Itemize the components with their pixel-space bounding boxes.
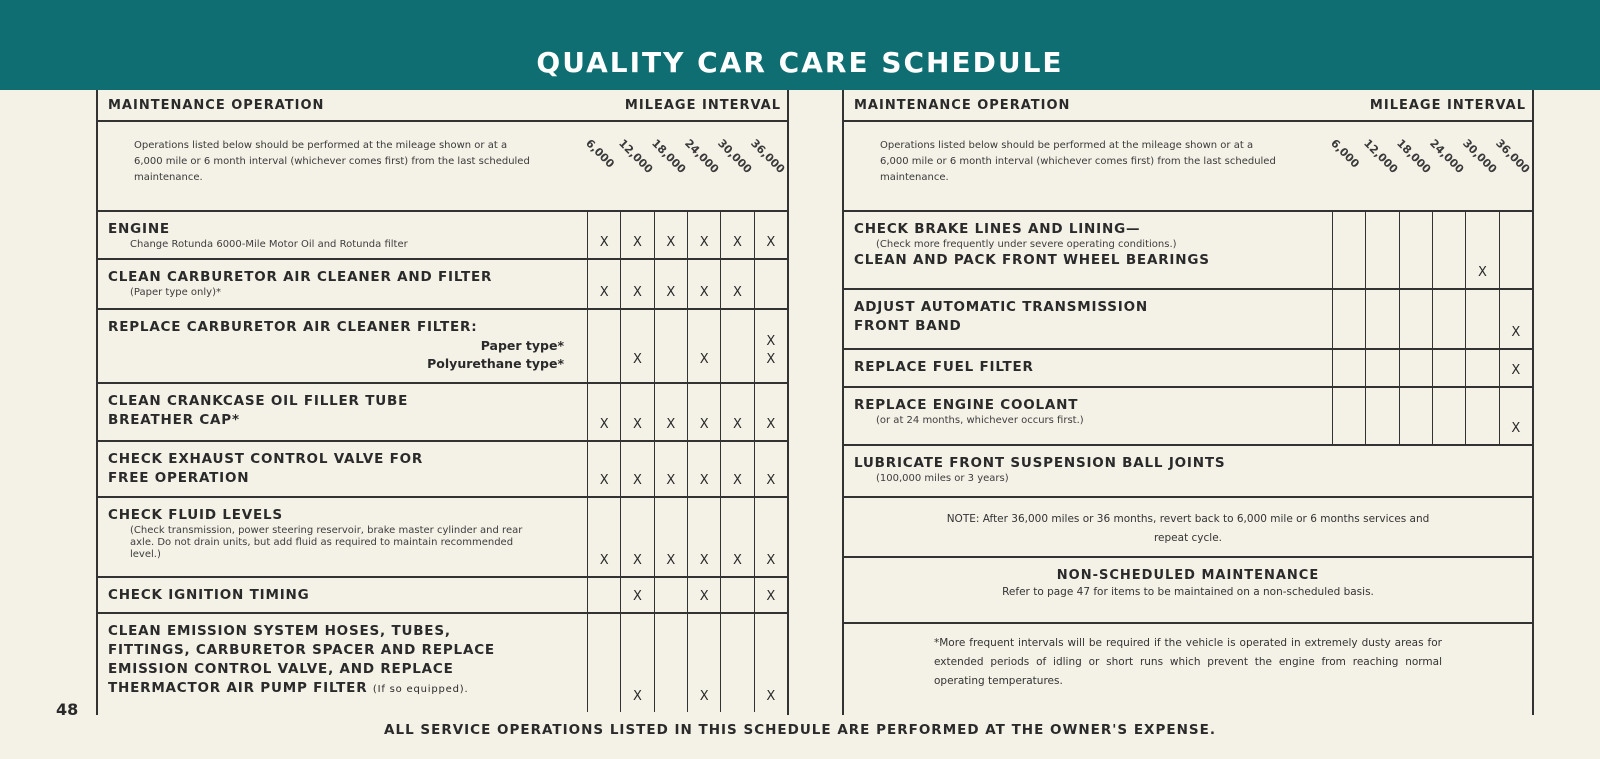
interval-cell (754, 212, 787, 258)
interval-cell (620, 310, 653, 382)
interval-cell (620, 578, 653, 612)
operation-title: ENGINE (108, 221, 170, 237)
note-row (844, 498, 1532, 558)
interval-cell (1365, 290, 1398, 348)
interval-cell (654, 260, 687, 308)
interval-mark: X (633, 285, 642, 300)
mileage-labels (1328, 122, 1533, 212)
interval-cell (720, 442, 753, 496)
operation-detail: (or at 24 months, whichever occurs first.) (876, 415, 1084, 426)
interval-cell (587, 442, 620, 496)
interval-cell (1499, 388, 1532, 444)
interval-mark: X (766, 235, 776, 250)
interval-cell (687, 212, 720, 258)
interval-mark: X (733, 285, 742, 300)
table-row (98, 212, 787, 260)
left-intro-row (98, 122, 787, 212)
interval-mark: X (699, 473, 709, 488)
interval-cell (1465, 350, 1498, 386)
operation-detail: (Paper type only)* (130, 287, 221, 298)
interval-mark: X (666, 553, 676, 568)
interval-mark: X (699, 285, 709, 300)
interval-mark: X (599, 235, 609, 250)
mileage-interval-header: MILEAGE INTERVAL (1369, 98, 1526, 113)
interval-cell (587, 260, 620, 308)
mileage-label: 36,000 (1493, 136, 1533, 176)
interval-cell (587, 614, 620, 712)
operation-detail: Change Rotunda 6000-Mile Motor Oil and Rotunda filter (130, 239, 408, 250)
interval-mark: X (733, 417, 742, 432)
nonscheduled-row (844, 558, 1532, 624)
interval-mark: X (633, 417, 642, 432)
table-row (98, 614, 787, 712)
expense-footer: ALL SERVICE OPERATIONS LISTED IN THIS SCHEDULE ARE PERFORMED AT THE OWNER'S EXPENSE. (384, 722, 1216, 738)
interval-cell (587, 384, 620, 440)
operation-detail: (100,000 miles or 3 years) (876, 473, 1009, 484)
interval-mark: X (766, 589, 776, 604)
interval-mark: X (633, 689, 642, 704)
interval-cell (1432, 290, 1465, 348)
mileage-label: 18,000 (649, 136, 689, 176)
operation-detail: (If so equipped). (372, 684, 469, 695)
left-schedule-panel (96, 90, 789, 715)
interval-cell (720, 260, 753, 308)
interval-mark: X (666, 285, 676, 300)
interval-mark: X (633, 553, 642, 568)
mileage-interval-header: MILEAGE INTERVAL (624, 98, 781, 113)
operation-title: BREATHER CAP* (108, 412, 240, 428)
revert-note: NOTE: After 36,000 miles or 36 months, revert back to 6,000 mile or 6 months services and repeat cycle. (946, 513, 1430, 544)
interval-mark: X (699, 417, 709, 432)
operation-title: REPLACE ENGINE COOLANT (854, 397, 1079, 413)
interval-mark: X (599, 553, 609, 568)
interval-cell (687, 442, 720, 496)
operation-title: FRONT BAND (854, 318, 962, 334)
interval-mark: X (1478, 265, 1487, 280)
interval-cell (1465, 212, 1498, 288)
mileage-label: 18,000 (1394, 136, 1434, 176)
operation-title: REPLACE FUEL FILTER (854, 359, 1034, 375)
interval-cell (620, 614, 653, 712)
table-row (98, 310, 787, 384)
operation-title: FITTINGS, CARBURETOR SPACER AND REPLACE (108, 642, 495, 658)
interval-mark: X (733, 235, 742, 250)
interval-cell (654, 212, 687, 258)
interval-cell (1499, 212, 1532, 288)
interval-cell (620, 384, 653, 440)
interval-cell (1332, 350, 1365, 386)
table-row (844, 212, 1532, 290)
interval-cell (720, 310, 753, 382)
operation-title: REPLACE CARBURETOR AIR CLEANER FILTER: (108, 319, 478, 335)
operation-title: CLEAN CARBURETOR AIR CLEANER AND FILTER (108, 269, 493, 285)
operation-title: CHECK EXHAUST CONTROL VALVE FOR (108, 451, 424, 467)
mileage-label: 12,000 (1361, 136, 1401, 176)
interval-mark: X (766, 417, 776, 432)
interval-mark: X (733, 473, 742, 488)
interval-cell (587, 578, 620, 612)
interval-cell (687, 614, 720, 712)
interval-cell (754, 578, 787, 612)
interval-cell (620, 260, 653, 308)
interval-cell (687, 384, 720, 440)
right-rows (844, 212, 1532, 704)
interval-mark: X (699, 235, 709, 250)
operation-title: EMISSION CONTROL VALVE, AND REPLACE (108, 661, 454, 677)
mileage-labels (583, 122, 788, 212)
interval-cell (1365, 388, 1398, 444)
operation-detail: (Check more frequently under severe operating conditions.) (876, 239, 1177, 250)
right-schedule-panel (842, 90, 1534, 715)
interval-cell (1399, 388, 1432, 444)
operation-detail: (Check transmission, power steering reservoir, brake master cylinder and rear axle. Do not drain units, but add fluid as required to maintain recommended level.) (130, 525, 523, 560)
nonscheduled-title: NON-SCHEDULED MAINTENANCE (1056, 568, 1320, 583)
intro-text: Operations listed below should be performed at the mileage shown or at a 6,000 mile or 6 month interval (whichever comes first) from the last scheduled maintenance. (880, 140, 1276, 183)
interval-mark: X (766, 553, 776, 568)
table-row (98, 442, 787, 498)
intro-text: Operations listed below should be performed at the mileage shown or at a 6,000 mile or 6 month interval (whichever comes first) from the last scheduled maintenance. (134, 140, 530, 183)
interval-mark: X (666, 417, 676, 432)
interval-cell (654, 578, 687, 612)
interval-mark: X (1511, 325, 1521, 340)
interval-cell (687, 260, 720, 308)
interval-cell (754, 310, 787, 382)
interval-mark: X (766, 473, 776, 488)
interval-cell (1365, 350, 1398, 386)
interval-mark: X (633, 473, 642, 488)
interval-mark: X (599, 285, 609, 300)
mileage-label: 6,000 (1328, 136, 1362, 171)
interval-mark: X (1511, 421, 1521, 436)
page-title: QUALITY CAR CARE SCHEDULE (536, 46, 1064, 79)
interval-cell (1432, 212, 1465, 288)
interval-cell (687, 498, 720, 576)
operation-title: THERMACTOR AIR PUMP FILTER (108, 680, 368, 696)
interval-cell (587, 310, 620, 382)
mileage-label: 12,000 (616, 136, 656, 176)
left-header-row (98, 90, 787, 122)
interval-cell (1399, 212, 1432, 288)
interval-mark: X (733, 553, 742, 568)
interval-mark: X (633, 352, 642, 367)
table-row (98, 498, 787, 578)
interval-mark: X (633, 589, 642, 604)
interval-mark: X (633, 235, 642, 250)
interval-cell (1432, 388, 1465, 444)
interval-mark: X (699, 689, 709, 704)
mileage-label: 6,000 (583, 136, 617, 171)
operation-title: CLEAN EMISSION SYSTEM HOSES, TUBES, (108, 623, 451, 639)
interval-mark: X (699, 553, 709, 568)
footnote-row (844, 624, 1532, 704)
interval-cell (654, 442, 687, 496)
interval-cell (687, 578, 720, 612)
interval-mark: X (599, 473, 609, 488)
operation-detail: Paper type* (480, 338, 564, 353)
interval-cell (754, 442, 787, 496)
mileage-label: 24,000 (1427, 136, 1467, 176)
title-banner (0, 0, 1600, 90)
interval-cell (687, 310, 720, 382)
interval-cell (720, 614, 753, 712)
maintenance-operation-header: MAINTENANCE OPERATION (854, 98, 1071, 113)
interval-cell (654, 384, 687, 440)
operation-title: CHECK IGNITION TIMING (108, 587, 310, 603)
right-header-row (844, 90, 1532, 122)
table-row (844, 446, 1532, 498)
operation-title: ADJUST AUTOMATIC TRANSMISSION (854, 299, 1148, 315)
interval-cell (620, 498, 653, 576)
interval-cell (1332, 388, 1365, 444)
interval-mark: X (766, 352, 776, 367)
interval-cell (754, 384, 787, 440)
nonscheduled-text: Refer to page 47 for items to be maintained on a non-scheduled basis. (1002, 586, 1374, 598)
interval-cell (754, 498, 787, 576)
interval-cell (720, 212, 753, 258)
operation-detail: Polyurethane type* (427, 356, 564, 371)
interval-cell (587, 498, 620, 576)
interval-cell (1465, 388, 1498, 444)
frequency-footnote: *More frequent intervals will be required if the vehicle is operated in extremely dusty areas for extended periods of idling or short runs which prevent the engine from reaching normal operating temperatures. (934, 637, 1442, 687)
operation-title: CHECK BRAKE LINES AND LINING— (854, 221, 1141, 237)
interval-cell (1432, 350, 1465, 386)
interval-mark: X (699, 589, 709, 604)
interval-cell (654, 498, 687, 576)
operation-title: CHECK FLUID LEVELS (108, 507, 283, 523)
mileage-label: 24,000 (682, 136, 722, 176)
table-row (844, 388, 1532, 446)
interval-cell (654, 310, 687, 382)
page-number: 48 (56, 700, 79, 719)
interval-mark: X (766, 334, 776, 349)
mileage-label: 36,000 (748, 136, 788, 176)
interval-cell (1499, 290, 1532, 348)
interval-cell (1499, 350, 1532, 386)
operation-title: FREE OPERATION (108, 470, 250, 486)
interval-mark: X (666, 235, 676, 250)
mileage-label: 30,000 (715, 136, 755, 176)
interval-cell (1399, 350, 1432, 386)
interval-cell (620, 442, 653, 496)
left-rows (98, 212, 787, 712)
table-row (98, 384, 787, 442)
table-row (98, 260, 787, 310)
interval-cell (587, 212, 620, 258)
interval-mark: X (766, 689, 776, 704)
interval-cell (1332, 290, 1365, 348)
maintenance-operation-header: MAINTENANCE OPERATION (108, 98, 325, 113)
interval-cell (1399, 290, 1432, 348)
table-row (844, 350, 1532, 388)
table-row (98, 578, 787, 614)
operation-title: CLEAN AND PACK FRONT WHEEL BEARINGS (854, 252, 1210, 268)
interval-mark: X (699, 352, 709, 367)
interval-cell (1465, 290, 1498, 348)
interval-cell (720, 498, 753, 576)
mileage-label: 30,000 (1460, 136, 1500, 176)
interval-cell (1332, 212, 1365, 288)
interval-cell (620, 212, 653, 258)
interval-mark: X (1511, 363, 1521, 378)
interval-cell (754, 614, 787, 712)
right-intro-row (844, 122, 1532, 212)
table-row (844, 290, 1532, 350)
interval-cell (754, 260, 787, 308)
interval-mark: X (666, 473, 676, 488)
interval-cell (720, 578, 753, 612)
interval-cell (1365, 212, 1398, 288)
operation-title: LUBRICATE FRONT SUSPENSION BALL JOINTS (854, 455, 1226, 471)
operation-title: CLEAN CRANKCASE OIL FILLER TUBE (108, 393, 409, 409)
interval-cell (654, 614, 687, 712)
interval-cell (720, 384, 753, 440)
interval-mark: X (599, 417, 609, 432)
